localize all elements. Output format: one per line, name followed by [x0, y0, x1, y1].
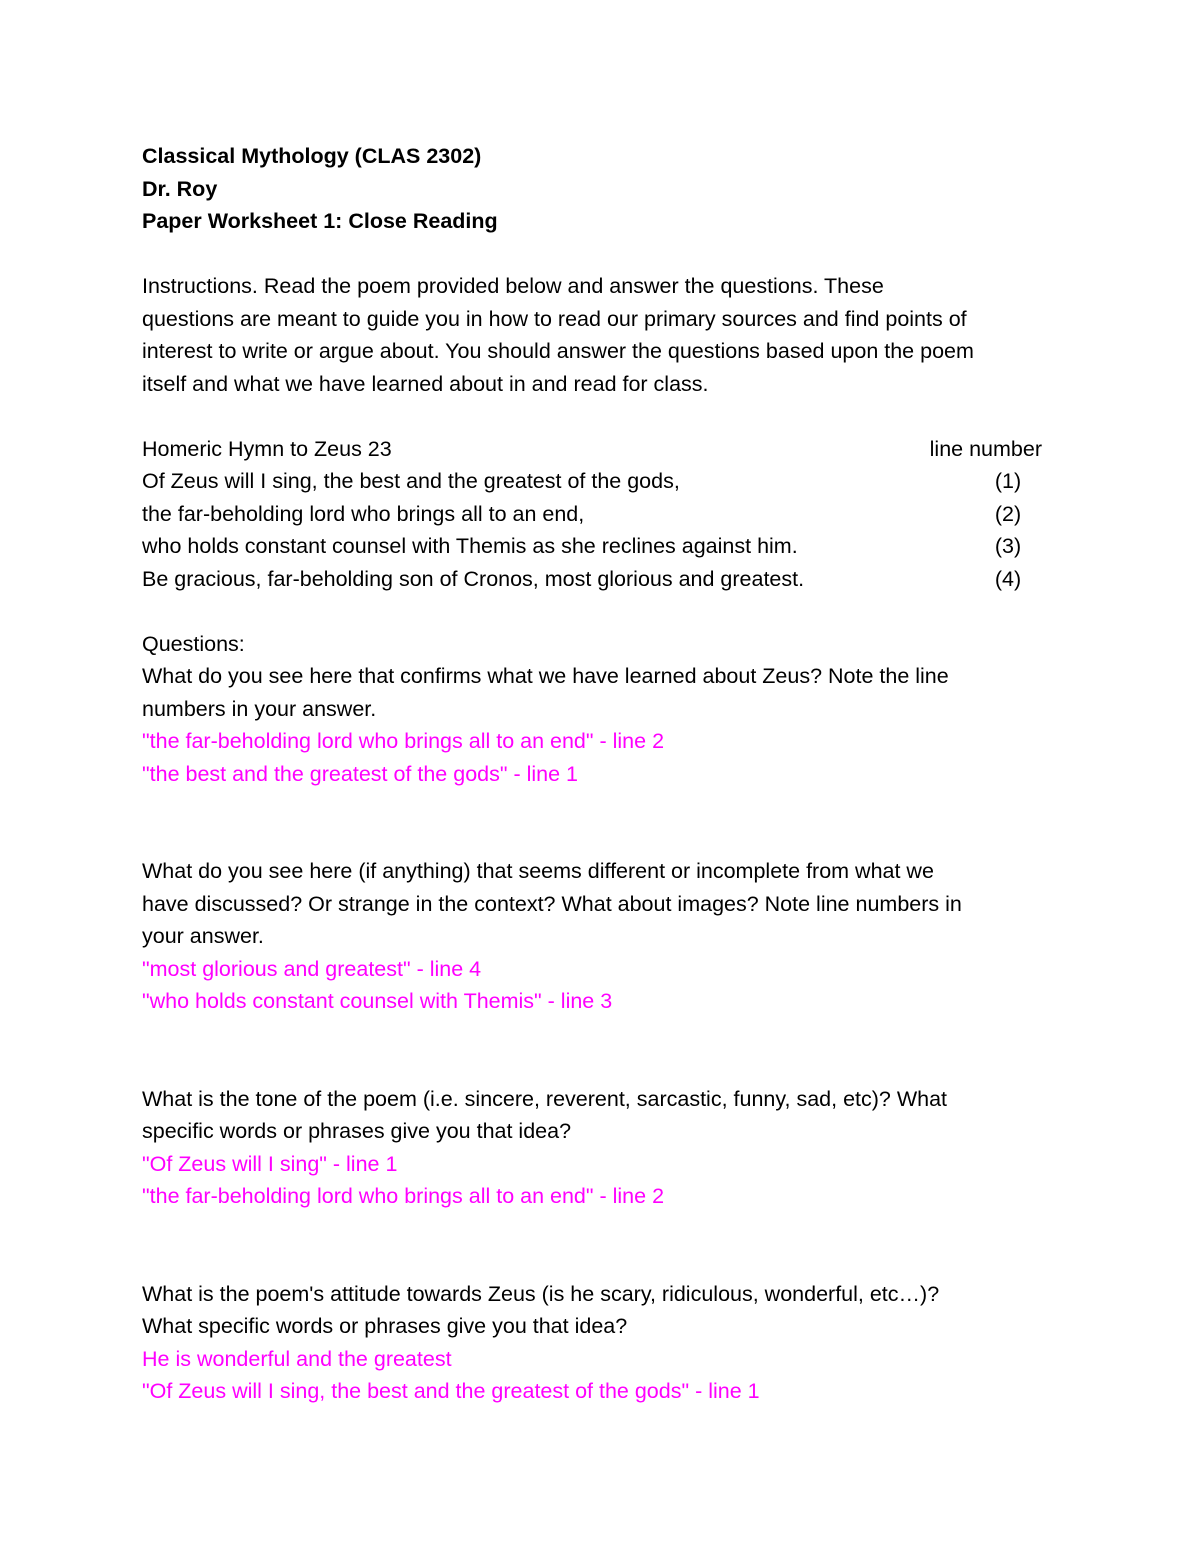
poem-line-text: who holds constant counsel with Themis as she reclines against him. [142, 534, 798, 558]
poem-line-text: the far-beholding lord who brings all to an end, [142, 501, 585, 526]
poem-line-number: (2) [994, 501, 1022, 526]
answer-text: "most glorious and greatest" - line 4 [142, 956, 482, 981]
answer-text: "who holds constant counsel with Themis" - line 3 [142, 989, 613, 1013]
poem-line-number: (3) [994, 534, 1022, 558]
question-text: What do you see here that confirms what we have learned about Zeus? Note the line [142, 664, 949, 688]
question-text: specific words or phrases give you that idea? [142, 1119, 572, 1143]
question-text: your answer. [142, 924, 264, 948]
poem-line-text: Of Zeus will I sing, the best and the greatest of the gods, [142, 469, 680, 493]
question-block [142, 660, 1062, 790]
answer-text: "Of Zeus will I sing, the best and the greatest of the gods" - line 1 [142, 1379, 760, 1403]
question-text: What specific words or phrases give you that idea? [142, 1314, 628, 1338]
poem-header-row [142, 433, 1062, 466]
poem-title: Homeric Hymn to Zeus 23 [142, 436, 392, 461]
instructions-line: questions are meant to guide you in how to read our primary sources and find points of [142, 306, 967, 331]
question-text: What is the tone of the poem (i.e. sincere, reverent, sarcastic, funny, sad, etc)? What [142, 1086, 948, 1111]
spacer [142, 1213, 1062, 1278]
spacer [142, 400, 1062, 433]
poem-line-text: Be gracious, far-beholding son of Cronos, most glorious and greatest. [142, 566, 805, 591]
spacer [142, 238, 1062, 271]
answer-text: "the best and the greatest of the gods" - line 1 [142, 761, 578, 786]
instructions-line: interest to write or argue about. You should answer the questions based upon the poem [142, 339, 974, 363]
answer-text: "the far-beholding lord who brings all to an end" - line 2 [142, 729, 665, 753]
instructions-paragraph [142, 270, 1062, 400]
course-title: Classical Mythology (CLAS 2302) [142, 144, 482, 168]
question-text: numbers in your answer. [142, 696, 377, 721]
instructions-line: itself and what we have learned about in and read for class. [142, 371, 709, 396]
spacer [142, 790, 1062, 855]
worksheet-title: Paper Worksheet 1: Close Reading [142, 209, 498, 233]
instructions-line: Instructions. Read the poem provided below and answer the questions. These [142, 274, 884, 298]
answer-text: He is wonderful and the greatest [142, 1346, 452, 1371]
poem-line [142, 465, 1062, 498]
question-text: have discussed? Or strange in the context? What about images? Note line numbers in [142, 891, 962, 916]
answer-text: "Of Zeus will I sing" - line 1 [142, 1151, 398, 1176]
question-block [142, 1278, 1062, 1408]
instructor-name: Dr. Roy [142, 176, 218, 201]
poem-line [142, 498, 1062, 531]
poem-line [142, 563, 1062, 596]
poem-line [142, 530, 1062, 563]
worksheet-page [142, 140, 1062, 1408]
question-block [142, 1083, 1062, 1213]
spacer [142, 1018, 1062, 1083]
poem-line-number: (1) [994, 469, 1022, 493]
question-text: What do you see here (if anything) that seems different or incomplete from what we [142, 859, 934, 883]
line-number-header: line number [929, 436, 1042, 461]
spacer [142, 595, 1062, 628]
question-block [142, 855, 1062, 1018]
answer-text: "the far-beholding lord who brings all to an end" - line 2 [142, 1184, 665, 1208]
poem-line-number: (4) [994, 566, 1022, 591]
question-text: What is the poem's attitude towards Zeus (is he scary, ridiculous, wonderful, etc…)? [142, 1281, 940, 1306]
poem-block [142, 433, 1062, 596]
questions-heading: Questions: [142, 631, 245, 656]
